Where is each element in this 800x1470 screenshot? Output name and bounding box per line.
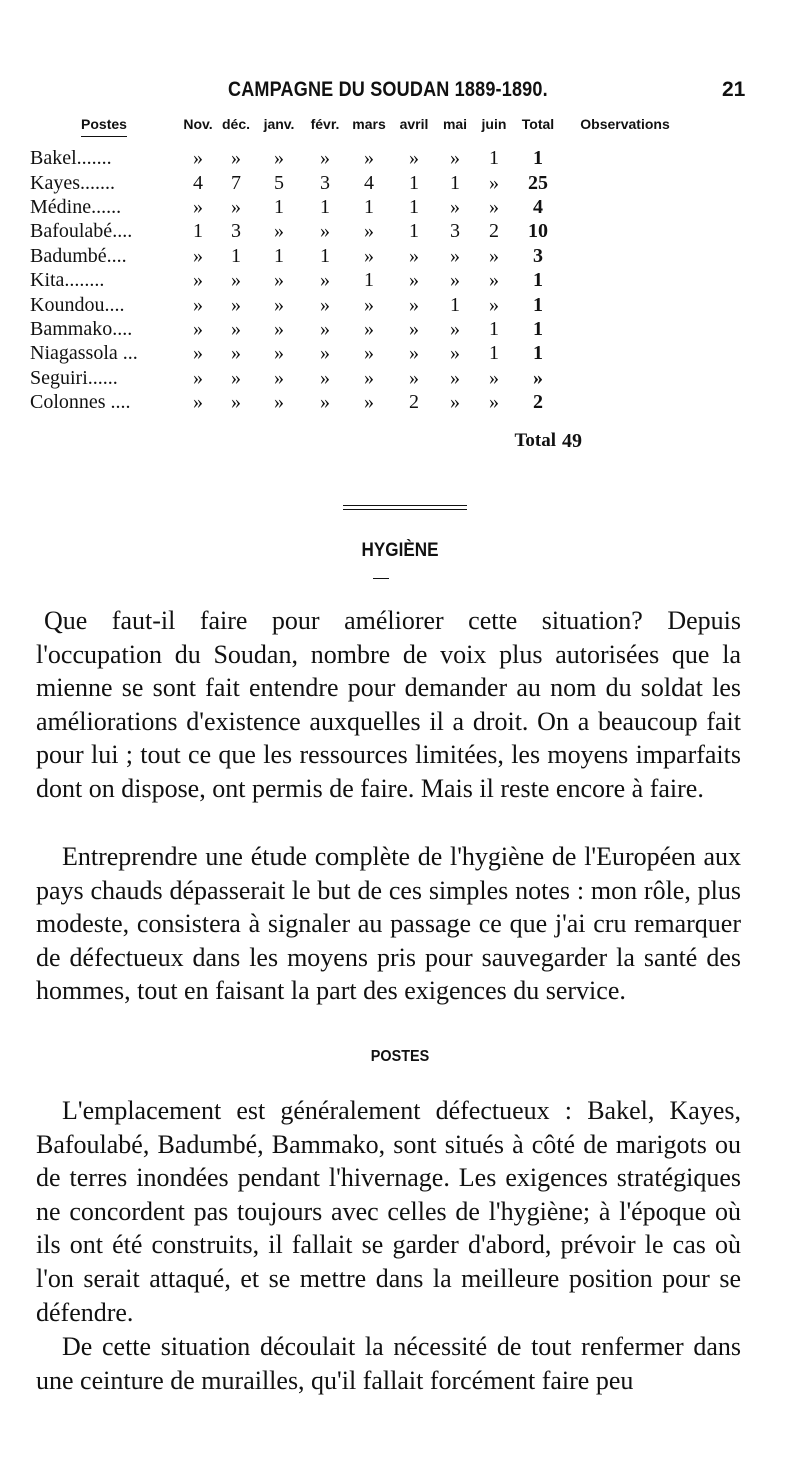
month-cell: » <box>409 244 419 267</box>
row-total: 1 <box>533 293 543 316</box>
observations-cell <box>562 390 688 414</box>
section-divider <box>343 505 467 506</box>
observations-cell <box>562 170 688 194</box>
month-cell: » <box>274 317 284 340</box>
month-cell: » <box>450 195 460 218</box>
paragraph: Que faut-il faire pour améliorer cette situation? Depuis l'occupation du Soudan, nombre de voix plus autorisées que la mienne se sont fait entendre pour demander au nom du soldat les améliorations d'existence auxquelles il a droit. On a beaucoup fait pour lui ; tout ce que les ressources limitées, les moyens imparfaits dont on dispose, ont permis de faire. Mais il reste encore à faire. <box>36 606 741 803</box>
row-total: 1 <box>533 147 543 170</box>
month-cell: » <box>364 293 374 316</box>
post-name: Colonnes .... <box>30 391 131 414</box>
month-cell: » <box>364 391 374 414</box>
month-cell: » <box>274 293 284 316</box>
month-cell: 1 <box>274 195 284 218</box>
post-name: Bafoulabé.... <box>30 220 133 243</box>
table-row <box>30 219 688 243</box>
empty-cell <box>392 414 436 458</box>
month-cell: » <box>274 366 284 389</box>
observations-cell <box>562 317 688 341</box>
month-cell: » <box>320 391 330 414</box>
month-cell: » <box>364 342 374 365</box>
month-cell: 1 <box>364 269 374 292</box>
month-cell: » <box>193 317 203 340</box>
observations-cell <box>562 219 688 243</box>
month-cell: » <box>364 317 374 340</box>
month-cell: » <box>450 244 460 267</box>
month-cell: » <box>320 269 330 292</box>
row-total: » <box>533 366 543 389</box>
month-cell: » <box>364 366 374 389</box>
month-cell: » <box>193 391 203 414</box>
section-title-hygiene: HYGIÈNE <box>361 540 439 561</box>
month-cell: » <box>489 366 499 389</box>
month-cell: 1 <box>193 220 203 243</box>
row-total: 1 <box>533 317 543 340</box>
month-cell: » <box>364 220 374 243</box>
table-row <box>30 170 688 194</box>
month-cell: » <box>409 342 419 365</box>
column-header: mars <box>352 116 386 132</box>
observations-cell <box>562 366 688 390</box>
month-cell: » <box>193 147 203 170</box>
empty-cell <box>254 414 304 458</box>
column-header: Postes <box>30 116 178 146</box>
grand-total-row <box>30 414 688 458</box>
month-cell: » <box>231 269 241 292</box>
month-cell: 1 <box>364 195 374 218</box>
row-total: 2 <box>533 391 543 414</box>
empty-cell <box>30 414 178 458</box>
month-cell: » <box>274 269 284 292</box>
month-cell: 1 <box>409 220 419 243</box>
column-header: févr. <box>310 116 340 132</box>
row-total: 25 <box>528 171 548 194</box>
month-cell: » <box>489 171 499 194</box>
month-cell: 1 <box>450 171 460 194</box>
row-total: 10 <box>528 220 548 243</box>
month-cell: 1 <box>231 244 241 267</box>
paragraph: De cette situation découlait la nécessité de tout renfermer dans une ceinture de murailles, qu'il fallait forcément faire peu <box>36 1332 741 1395</box>
month-cell: » <box>274 220 284 243</box>
table-row <box>30 146 688 170</box>
month-cell: » <box>409 293 419 316</box>
month-cell: 1 <box>489 147 499 170</box>
post-name: Seguiri...... <box>30 366 118 389</box>
month-cell: 1 <box>320 244 330 267</box>
column-header: juin <box>481 116 507 132</box>
month-cell: » <box>364 147 374 170</box>
paragraph: Entreprendre une étude complète de l'hygiène de l'Européen aux pays chauds dépasserait le but de ces simples notes : mon rôle, plus modeste, consistera à signaler au passage ce que j'ai cru remarquer de défectueux dans les moyens pris pour sauvegarder la santé des hommes, tout en faisant la part des exigences du service. <box>36 842 741 1006</box>
page-number: 21 <box>722 78 746 101</box>
paragraph: L'emplacement est généralement défectueux : Bakel, Kayes, Bafoulabé, Badumbé, Bammako, sont situés à côté de marigots ou de terres inondées pendant l'hivernage. Les exigences stratégiques ne concordent pas toujours avec celles de l'hygiène; à l'époque où ils ont été construits, il fallait se garder d'abord, prévoir le cas où l'on serait attaqué, et se mettre dans la meilleure position pour se défendre. <box>36 1096 741 1327</box>
post-name: Niagassola ... <box>30 342 138 365</box>
column-header: avril <box>399 116 429 132</box>
table-row <box>30 195 688 219</box>
month-cell: » <box>450 391 460 414</box>
month-cell: 4 <box>193 171 203 194</box>
row-total: 3 <box>533 244 543 267</box>
table-row <box>30 341 688 365</box>
observations-cell <box>562 195 688 219</box>
row-total: 4 <box>533 195 543 218</box>
running-title: CAMPAGNE DU SOUDAN 1889-1890. <box>228 78 548 101</box>
observations-cell <box>562 244 688 268</box>
month-cell: » <box>320 220 330 243</box>
post-name: Kita........ <box>30 269 105 292</box>
month-cell: » <box>450 269 460 292</box>
month-cell: » <box>274 342 284 365</box>
month-cell: » <box>231 317 241 340</box>
observations-cell <box>562 292 688 316</box>
month-cell: 4 <box>364 171 374 194</box>
month-cell: 7 <box>231 171 241 194</box>
table-row <box>30 268 688 292</box>
month-cell: » <box>231 391 241 414</box>
month-cell: 3 <box>231 220 241 243</box>
cases-by-post-table <box>30 116 688 458</box>
month-cell: » <box>193 244 203 267</box>
observations-cell <box>562 146 688 170</box>
empty-cell <box>346 414 392 458</box>
column-header: janv. <box>263 116 295 132</box>
section-divider <box>343 509 467 510</box>
post-name: Badumbé.... <box>30 244 127 267</box>
observations-cell <box>562 341 688 365</box>
month-cell: » <box>193 366 203 389</box>
table-row <box>30 292 688 316</box>
month-cell: 1 <box>409 195 419 218</box>
month-cell: » <box>274 147 284 170</box>
month-cell: » <box>231 293 241 316</box>
month-cell: 2 <box>489 220 499 243</box>
empty-cell <box>178 414 218 458</box>
month-cell: » <box>231 195 241 218</box>
column-header: Observations <box>580 116 670 132</box>
month-cell: » <box>409 147 419 170</box>
month-cell: » <box>320 147 330 170</box>
table-header-row <box>30 116 688 146</box>
grand-total-value: 49 <box>562 430 582 453</box>
post-name: Médine...... <box>30 195 122 218</box>
month-cell: » <box>489 391 499 414</box>
month-cell: » <box>450 342 460 365</box>
empty-cell <box>436 414 474 458</box>
empty-cell <box>304 414 346 458</box>
month-cell: » <box>489 195 499 218</box>
month-cell: 2 <box>409 391 419 414</box>
row-total: 1 <box>533 269 543 292</box>
month-cell: » <box>320 366 330 389</box>
month-cell: 1 <box>489 317 499 340</box>
post-name: Bakel....... <box>30 147 112 170</box>
title-dash <box>373 578 389 579</box>
month-cell: » <box>409 269 419 292</box>
month-cell: 1 <box>320 195 330 218</box>
month-cell: » <box>193 269 203 292</box>
month-cell: » <box>320 342 330 365</box>
column-header: déc. <box>221 116 250 132</box>
month-cell: » <box>193 293 203 316</box>
post-name: Koundou.... <box>30 293 125 316</box>
month-cell: » <box>320 293 330 316</box>
month-cell: » <box>231 342 241 365</box>
month-cell: 1 <box>450 293 460 316</box>
running-header <box>0 78 800 108</box>
month-cell: » <box>450 317 460 340</box>
table-row <box>30 366 688 390</box>
column-header: mai <box>442 116 468 132</box>
table-row <box>30 244 688 268</box>
row-total: 1 <box>533 342 543 365</box>
month-cell: 5 <box>274 171 284 194</box>
month-cell: » <box>193 195 203 218</box>
month-cell: 3 <box>320 171 330 194</box>
month-cell: 3 <box>450 220 460 243</box>
month-cell: 1 <box>409 171 419 194</box>
grand-total-label: Total <box>514 430 556 452</box>
month-cell: » <box>409 366 419 389</box>
month-cell: » <box>274 391 284 414</box>
observations-cell <box>562 268 688 292</box>
table-row <box>30 317 688 341</box>
month-cell: » <box>364 244 374 267</box>
empty-cell <box>218 414 254 458</box>
month-cell: » <box>231 366 241 389</box>
month-cell: » <box>231 147 241 170</box>
month-cell: » <box>489 269 499 292</box>
month-cell: 1 <box>489 342 499 365</box>
month-cell: » <box>489 293 499 316</box>
month-cell: » <box>320 317 330 340</box>
post-name: Bammako.... <box>30 317 133 340</box>
post-name: Kayes....... <box>30 171 115 194</box>
table-row <box>30 390 688 414</box>
month-cell: » <box>489 244 499 267</box>
month-cell: » <box>450 366 460 389</box>
section-title-postes: POSTES <box>370 1048 430 1065</box>
month-cell: » <box>450 147 460 170</box>
column-header: Nov. <box>183 116 213 132</box>
column-header: Total <box>521 116 555 132</box>
month-cell: » <box>409 317 419 340</box>
month-cell: 1 <box>274 244 284 267</box>
month-cell: » <box>193 342 203 365</box>
